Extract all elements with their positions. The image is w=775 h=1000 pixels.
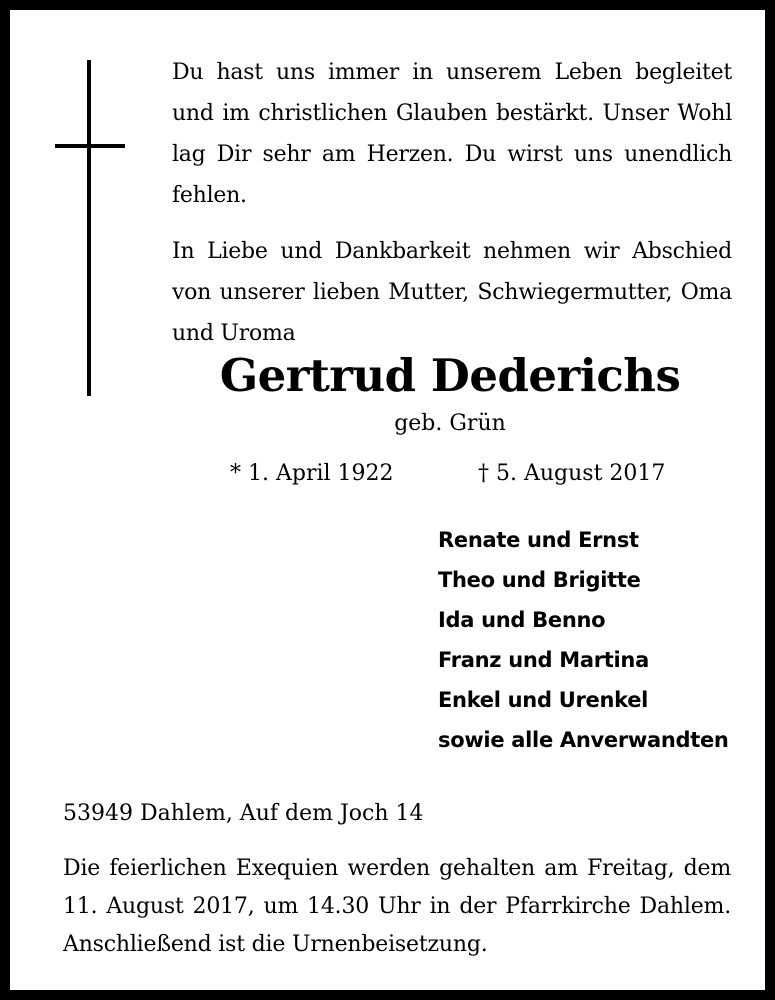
deceased-name: Gertrud Dederichs [219, 349, 681, 402]
mourner-item: Theo und Brigitte [438, 568, 641, 592]
mourners-list [438, 520, 729, 760]
intro-paragraph-2: In Liebe und Dankbarkeit nehmen wir Abschied von unserer lieben Mutter, Schwiegermutter, Oma und Uroma [172, 239, 732, 346]
intro-paragraph-1: Du hast uns immer in unserem Leben begleitet und im christlichen Glauben bestärkt. Unser Wohl lag Dir sehr am Herzen. Du wirst uns unendlich fehlen. [172, 60, 732, 208]
birth-date: * 1. April 1922 [230, 461, 394, 486]
intro-text [172, 52, 732, 354]
death-date: † 5. August 2017 [478, 461, 666, 486]
service-announcement [63, 850, 731, 964]
mourner-item: sowie alle Anverwandten [438, 728, 729, 752]
service-line: 11. August 2017, um 14.30 Uhr in der Pfarrkirche Dahlem. [63, 894, 731, 919]
family-address: 53949 Dahlem, Auf dem Joch 14 [63, 801, 424, 826]
mourner-item: Franz und Martina [438, 648, 649, 672]
cross-vertical-bar [87, 60, 91, 396]
maiden-name: geb. Grün [394, 411, 506, 436]
service-line: Anschließend ist die Urnenbeisetzung. [63, 932, 488, 957]
mourner-item: Enkel und Urenkel [438, 688, 649, 712]
service-line: Die feierlichen Exequien werden gehalten am Freitag, dem [63, 856, 731, 881]
mourner-item: Ida und Benno [438, 608, 606, 632]
mourner-item: Renate und Ernst [438, 528, 639, 552]
cross-horizontal-bar [55, 144, 125, 148]
